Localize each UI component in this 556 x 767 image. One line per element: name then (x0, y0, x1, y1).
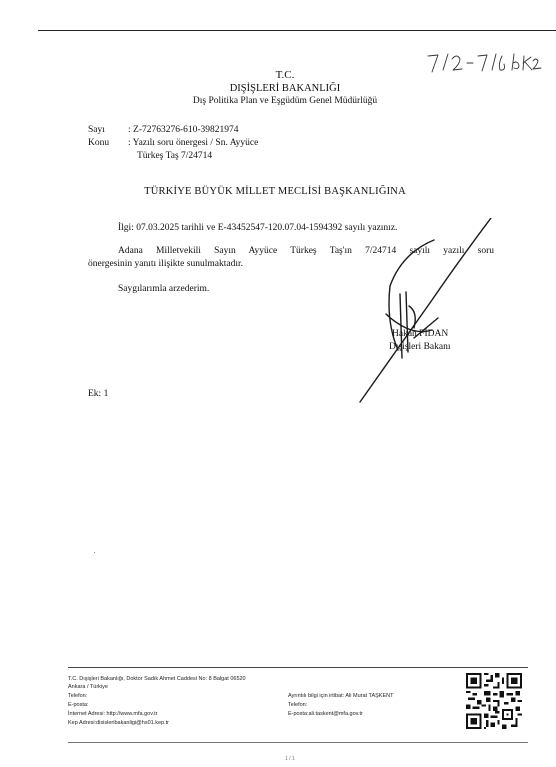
signer-title: Dışişleri Bakanı (389, 342, 451, 352)
konu-value-line2: Türkeş Taş 7/24714 (137, 151, 213, 161)
sayi-value: : Z-72763276-610-39821974 (128, 125, 239, 135)
addressee: TÜRKİYE BÜYÜK MİLLET MECLİSİ BAŞKANLIĞINA (144, 186, 406, 197)
attachment-count: Ek: 1 (88, 389, 109, 399)
paragraph-line1: Adana Milletvekili Sayın Ayyüce Türkeş Taş'ın 7/24714 sayılı yazılı soru (118, 246, 494, 256)
handwritten-signature (350, 218, 500, 403)
footer-address-line1: T.C. Dışişleri Bakanlığı, Doktor Sadık Ahmet Caddesi No: 8 Balgat 06520 (68, 676, 246, 682)
footer-kep-address: Kep Adresi:disisleribakanligi@hs01.kep.tr (68, 720, 169, 726)
top-border-line (38, 30, 556, 31)
footer-email-left: E-posta: (68, 702, 89, 708)
footer-phone-left: Telefon: (68, 693, 88, 699)
footer-address-line2: Ankara / Türkiye (68, 684, 108, 690)
closing-line: Saygılarımla arzederim. (118, 284, 210, 294)
footer-contact-person: Ayrıntılı bilgi için irtibat: Ali Murat TAŞKENT (288, 693, 394, 699)
footer-email-right: E-posta:ali.taskent@mfa.gov.tr (288, 711, 363, 717)
footer-phone-right: Telefon: (288, 702, 308, 708)
qr-code-icon (466, 673, 522, 729)
page-number: 1 / 1 (285, 756, 295, 762)
konu-value-line1: : Yazılı soru önergesi / Sn. Ayyüce (128, 138, 259, 148)
signer-name: Hakan FİDAN (392, 329, 449, 339)
sayi-label: Sayı (88, 125, 105, 135)
paragraph-line2: önergesinin yanıtı ilişikte sunulmaktadır. (88, 259, 243, 269)
footer-website: İnternet Adresi: http://www.mfa.gov.tr (68, 711, 158, 717)
konu-label: Konu (88, 138, 110, 148)
scan-speck (94, 552, 95, 553)
header-directorate: Dış Politika Plan ve Eşgüdüm Genel Müdürlüğü (192, 96, 378, 106)
ilgi-line: İlgi: 07.03.2025 tarihli ve E-43452547-120.07.04-1594392 sayılı yazınız. (118, 223, 398, 233)
header-ministry: DIŞİŞLERİ BAKANLIĞI (229, 83, 341, 94)
footer-top-rule (68, 667, 528, 668)
footer-bottom-rule (68, 742, 528, 743)
header-tc: T.C. (275, 69, 295, 81)
